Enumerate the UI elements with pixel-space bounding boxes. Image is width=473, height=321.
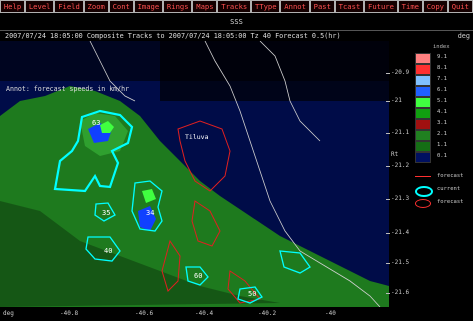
x-axis-tick-label: -40.4 xyxy=(195,310,214,317)
time-header: 2007/07/24 18:05:00 Composite Tracks to 2007/07/24 18:05:00 Tz 40 Forecast 0.5(hr) xyxy=(5,32,341,40)
cell-speed-label: 34 xyxy=(146,209,155,217)
unit-label: deg xyxy=(457,32,470,40)
menu-button-level[interactable]: Level xyxy=(25,0,54,13)
menu-button-future[interactable]: Future xyxy=(364,0,398,13)
legend-swatch xyxy=(415,86,431,97)
cell-speed-label: 63 xyxy=(92,119,101,127)
legend-swatch xyxy=(415,108,431,119)
legend-value-label: 9.1 xyxy=(437,54,447,60)
y-axis-tick-label: -21.1 xyxy=(391,129,410,136)
menu-button-time[interactable]: Time xyxy=(398,0,423,13)
y-axis-tick-label: -21.2 xyxy=(391,162,410,169)
y-axis-tick-label: -21 xyxy=(391,97,402,104)
x-axis-tick-label: -40.2 xyxy=(258,310,277,317)
place-label: Tiluva xyxy=(185,133,209,141)
legend-track-label: forecast xyxy=(437,173,464,179)
menu-bar xyxy=(0,0,473,14)
legend-swatch xyxy=(415,130,431,141)
legend-swatch xyxy=(415,152,431,163)
legend-value-label: 8.1 xyxy=(437,65,447,71)
window-title: SSS xyxy=(230,18,243,26)
window-title-bar xyxy=(0,14,473,31)
menu-button-rings[interactable]: Rings xyxy=(163,0,192,13)
y-axis-tick-label: -20.9 xyxy=(391,69,410,76)
legend-value-label: 3.1 xyxy=(437,120,447,126)
y-axis-tick xyxy=(386,166,390,167)
menu-button-annot[interactable]: Annot xyxy=(280,0,309,13)
ellipse-icon xyxy=(415,186,433,197)
info-bar xyxy=(0,31,473,41)
menu-button-copy[interactable]: Copy xyxy=(423,0,448,13)
y-axis-side-label: Rt xyxy=(391,151,399,158)
menu-button-image[interactable]: Image xyxy=(134,0,163,13)
legend-swatch xyxy=(415,97,431,108)
x-axis xyxy=(0,307,389,321)
legend xyxy=(411,41,473,321)
legend-track-label: current xyxy=(437,186,461,192)
menu-button-tracks[interactable]: Tracks xyxy=(217,0,251,13)
menu-button-tcast[interactable]: Tcast xyxy=(335,0,364,13)
legend-value-label: 5.1 xyxy=(437,98,447,104)
y-axis-tick xyxy=(386,133,390,134)
menu-button-help[interactable]: Help xyxy=(0,0,25,13)
legend-value-label: 6.1 xyxy=(437,87,447,93)
menu-button-maps[interactable]: Maps xyxy=(192,0,217,13)
legend-swatch xyxy=(415,64,431,75)
cell-speed-label: 60 xyxy=(194,272,203,280)
legend-track-label: forecast xyxy=(437,199,464,205)
x-axis-unit: deg xyxy=(3,310,14,317)
legend-value-label: 2.1 xyxy=(437,131,447,137)
x-axis-tick-label: -40 xyxy=(325,310,336,317)
legend-swatch xyxy=(415,75,431,86)
y-axis-tick-label: -21.6 xyxy=(391,289,410,296)
y-axis xyxy=(389,41,411,307)
legend-value-label: 0.1 xyxy=(437,153,447,159)
y-axis-tick xyxy=(386,199,390,200)
radar-map[interactable] xyxy=(0,41,389,307)
menu-button-zoom[interactable]: Zoom xyxy=(84,0,109,13)
arrow-icon xyxy=(415,176,431,177)
cell-speed-label: 40 xyxy=(104,247,113,255)
legend-value-label: 4.1 xyxy=(437,109,447,115)
y-axis-tick xyxy=(386,101,390,102)
cell-speed-label: 35 xyxy=(102,209,111,217)
legend-value-label: 1.1 xyxy=(437,142,447,148)
y-axis-tick-label: -21.5 xyxy=(391,259,410,266)
legend-swatch xyxy=(415,141,431,152)
y-axis-tick-label: -21.3 xyxy=(391,195,410,202)
menu-button-field[interactable]: Field xyxy=(54,0,83,13)
x-axis-tick-label: -40.6 xyxy=(135,310,154,317)
y-axis-tick xyxy=(386,293,390,294)
cell-speed-label: 50 xyxy=(248,290,257,298)
y-axis-tick xyxy=(386,263,390,264)
menu-button-cont[interactable]: Cont xyxy=(109,0,134,13)
radar-plot[interactable] xyxy=(0,41,389,307)
annotation-text: Annot: forecast speeds in km/hr xyxy=(6,85,130,93)
legend-value-label: 7.1 xyxy=(437,76,447,82)
menu-button-quit[interactable]: Quit xyxy=(448,0,473,13)
ellipse-icon xyxy=(415,199,431,208)
legend-swatch xyxy=(415,53,431,64)
menu-button-ttype[interactable]: TType xyxy=(251,0,280,13)
legend-swatch xyxy=(415,119,431,130)
y-axis-tick xyxy=(386,73,390,74)
y-axis-tick xyxy=(386,233,390,234)
no-echo-area-top-right xyxy=(160,41,389,101)
menu-button-past[interactable]: Past xyxy=(310,0,335,13)
x-axis-tick-label: -40.8 xyxy=(60,310,79,317)
y-axis-tick-label: -21.4 xyxy=(391,229,410,236)
legend-title: index xyxy=(433,44,450,50)
